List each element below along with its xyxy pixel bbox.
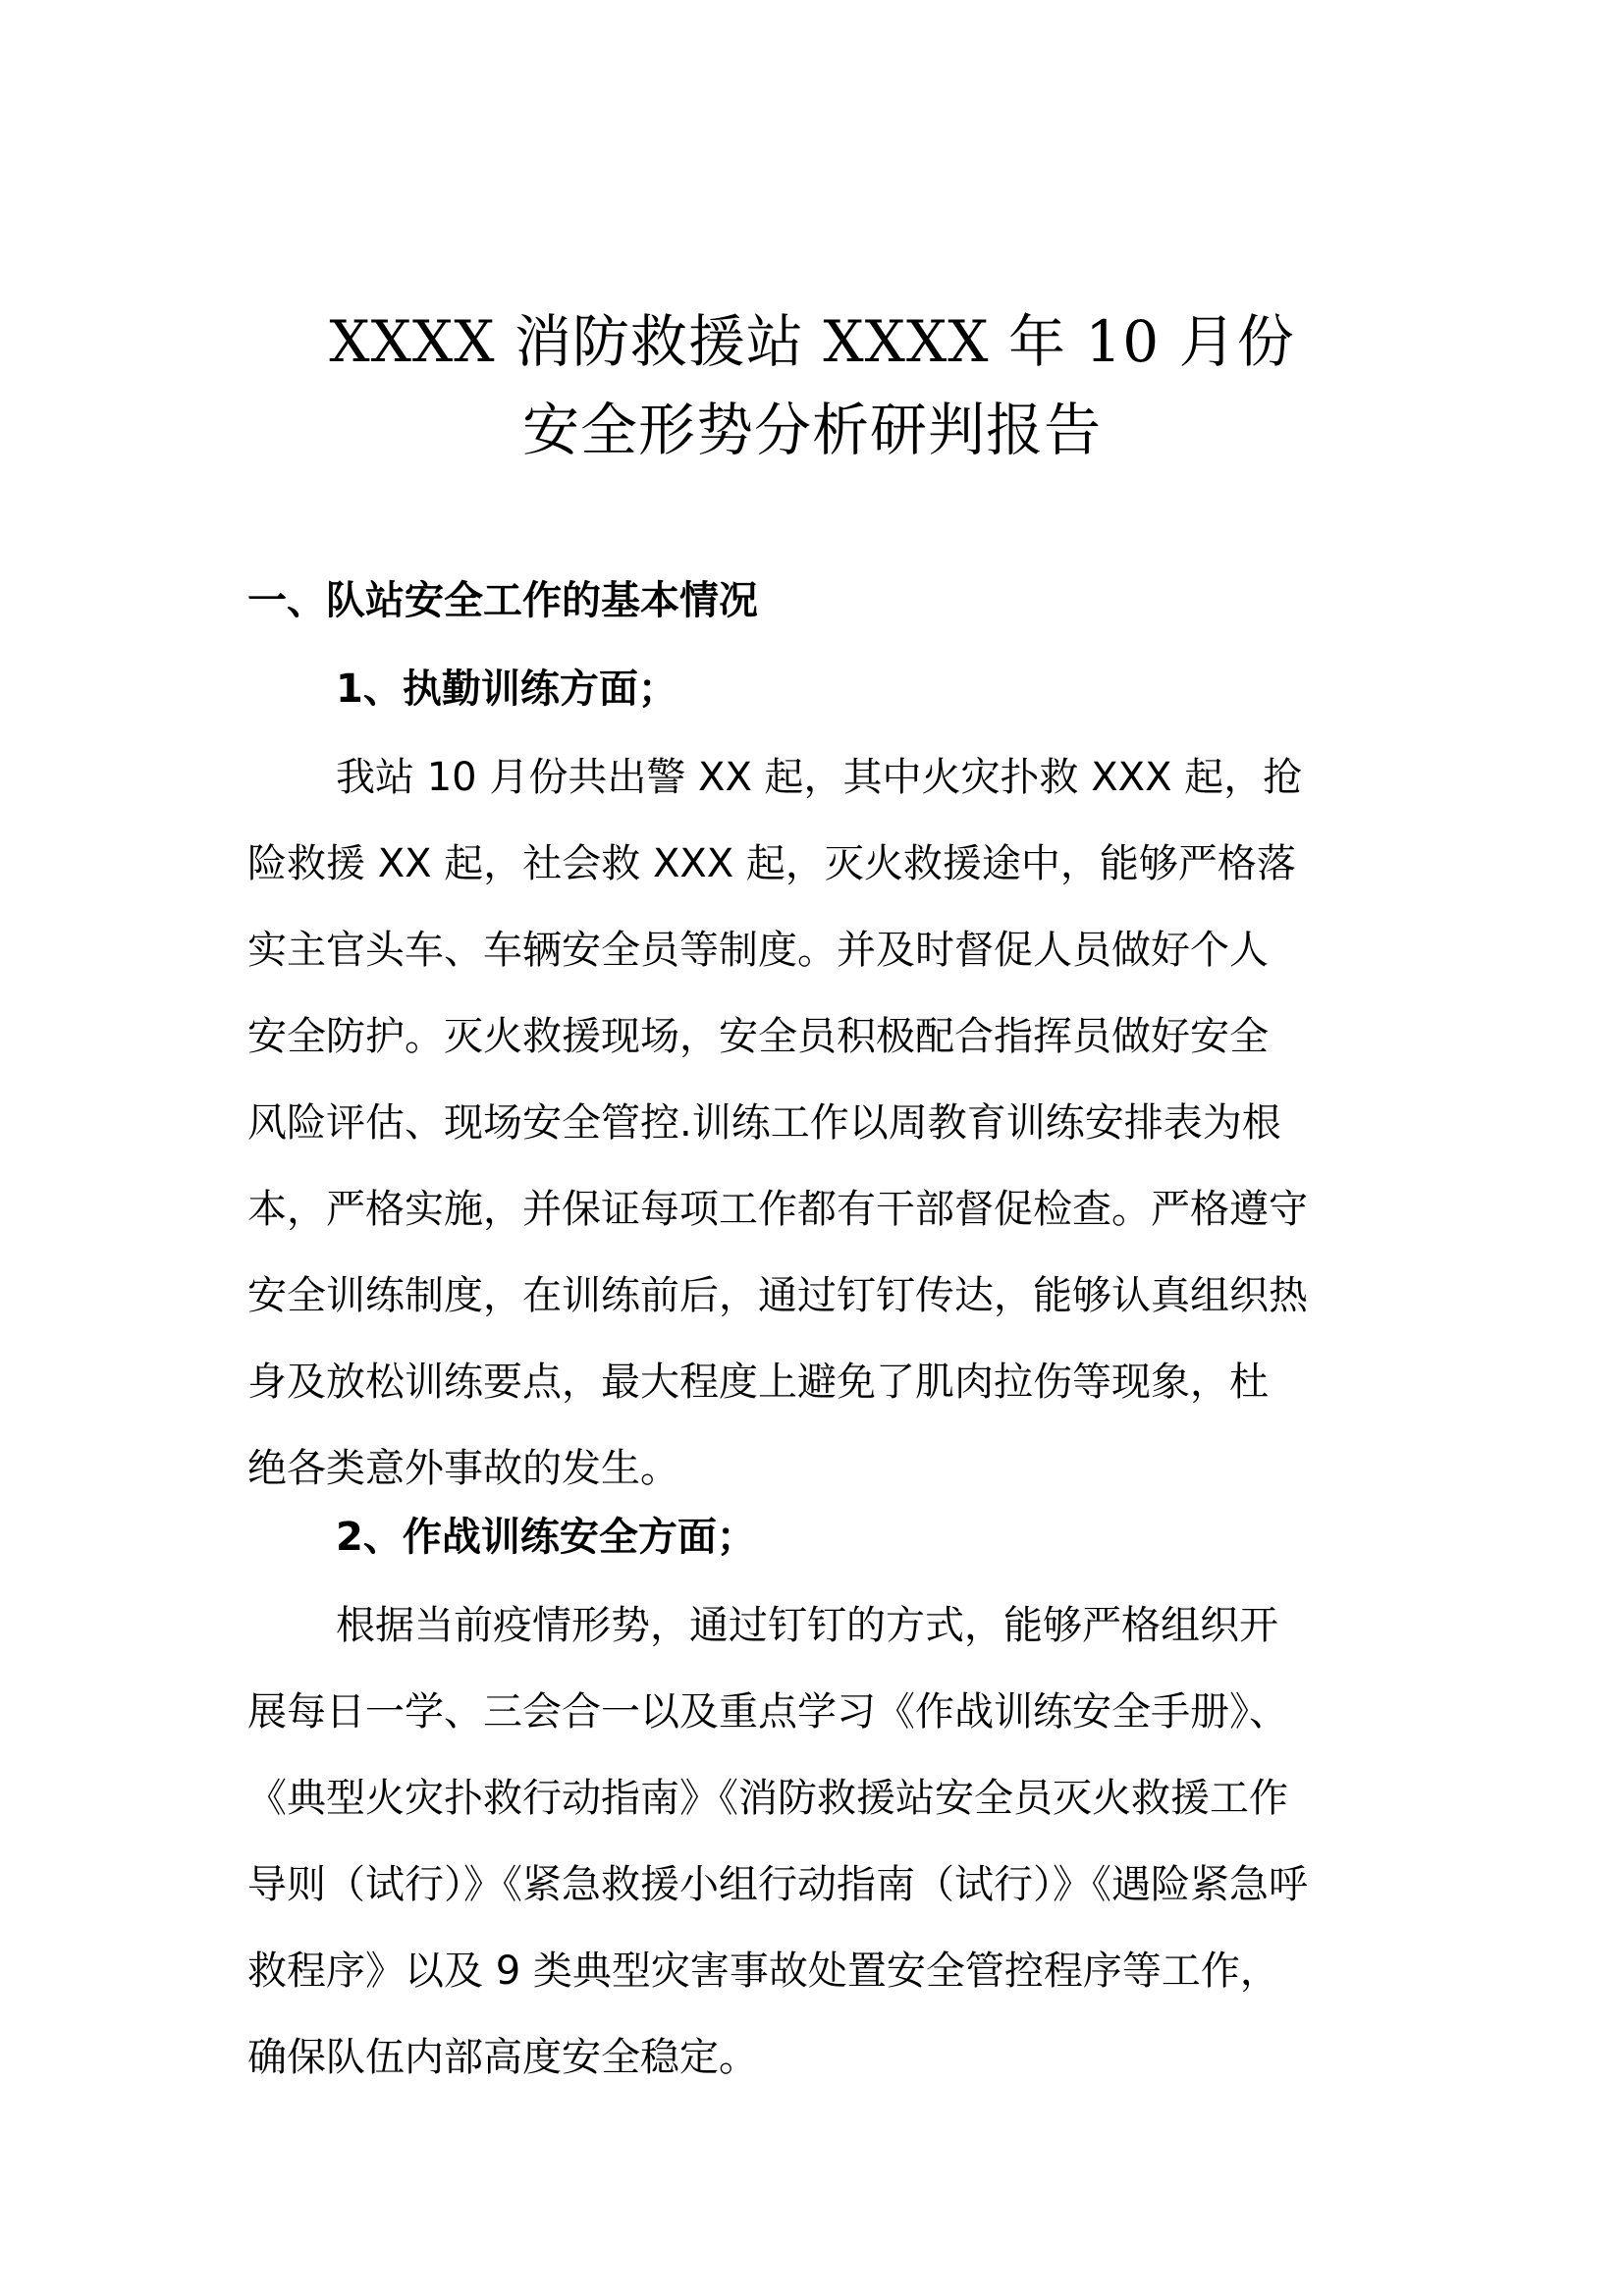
paragraph-duty-training <box>247 734 1386 1512</box>
paragraph-line: 风险评估、现场安全管控.训练工作以周教育训练安排表为根 <box>247 1100 1281 1146</box>
paragraph-line: 我站 10 月份共出警 XX 起，其中火灾扑救 XXX 起，抢 <box>336 755 1303 800</box>
paragraph-line: 导则（试行）》《紧急救援小组行动指南（试行）》《遇险紧急呼 <box>247 1862 1308 1907</box>
document-title-line2: 安全形势分析研判报告 <box>521 397 1102 463</box>
document-title-line1: XXXX 消防救援站 XXXX 年 10 月份 <box>329 308 1295 375</box>
paragraph-line: 绝各类意外事故的发生。 <box>247 1446 679 1491</box>
paragraph-line: 险救援 XX 起，社会救 XXX 起，灭火救援途中，能够严格落 <box>247 841 1296 886</box>
paragraph-line: 根据当前疫情形势，通过钉钉的方式，能够严格组织开 <box>336 1603 1278 1648</box>
paragraph-line: 身及放松训练要点，最大程度上避免了肌肉拉伤等现象，杜 <box>247 1360 1269 1405</box>
paragraph-line: 实主官头车、车辆安全员等制度。并及时督促人员做好个人 <box>247 928 1269 973</box>
paragraph-line: 《典型火灾扑救行动指南》《消防救援站安全员灭火救援工作 <box>247 1776 1288 1821</box>
section-heading-1: 一、队站安全工作的基本情况 <box>247 578 758 623</box>
paragraph-line: 安全防护。灭火救援现场，安全员积极配合指挥员做好安全 <box>247 1014 1269 1059</box>
paragraph-line: 本，严格实施，并保证每项工作都有干部督促检查。严格遵守 <box>247 1187 1308 1232</box>
paragraph-line: 确保队伍内部高度安全稳定。 <box>247 2035 758 2080</box>
paragraph-line: 安全训练制度，在训练前后，通过钉钉传达，能够认真组织热 <box>247 1273 1308 1318</box>
paragraph-combat-training <box>247 1582 1386 2101</box>
subsection-heading-2: 2、作战训练安全方面； <box>336 1515 756 1560</box>
paragraph-line: 救程序》以及 9 类典型灾害事故处置安全管控程序等工作， <box>247 1949 1279 1994</box>
paragraph-line: 展每日一学、三会合一以及重点学习《作战训练安全手册》、 <box>247 1689 1288 1735</box>
subsection-heading-1: 1、执勤训练方面； <box>336 667 677 712</box>
